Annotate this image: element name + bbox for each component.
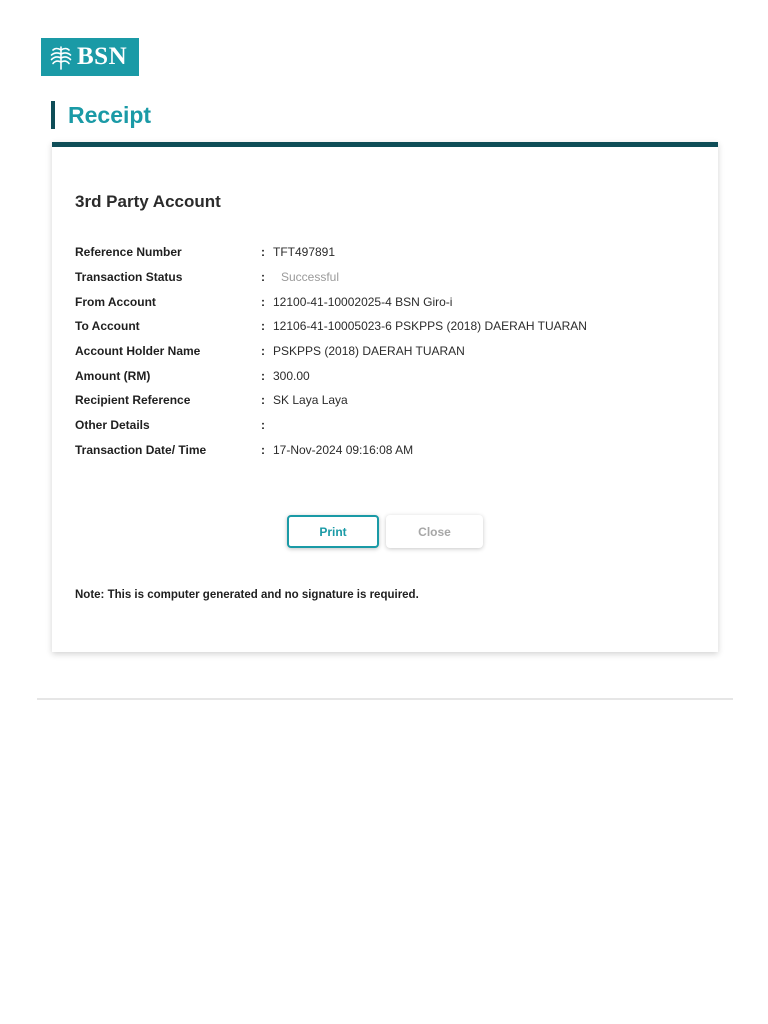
detail-label: Transaction Date/ Time — [75, 442, 207, 457]
page-title-bar — [51, 101, 151, 129]
detail-row-recipient-reference — [75, 388, 587, 413]
print-button[interactable]: Print — [287, 515, 379, 548]
detail-label: Recipient Reference — [75, 393, 191, 408]
detail-value: PSKPPS (2018) DAERAH TUARAN — [273, 344, 465, 359]
detail-separator: : — [261, 418, 265, 433]
detail-value: 17-Nov-2024 09:16:08 AM — [273, 442, 414, 457]
detail-label: Account Holder Name — [75, 344, 201, 359]
detail-row-reference-number — [75, 240, 587, 265]
detail-row-amount — [75, 363, 587, 388]
detail-value: 300.00 — [273, 368, 310, 383]
tree-icon — [50, 44, 72, 70]
bsn-logo — [41, 38, 139, 76]
detail-label: From Account — [75, 294, 156, 309]
detail-row-other-details — [75, 413, 587, 438]
receipt-title: 3rd Party Account — [75, 192, 221, 211]
detail-label: Amount (RM) — [75, 368, 151, 383]
detail-separator: : — [261, 319, 265, 334]
receipt-details — [75, 240, 587, 462]
detail-value: 12100-41-10002025-4 BSN Giro-i — [273, 294, 453, 309]
receipt-card — [52, 142, 718, 652]
detail-row-to-account — [75, 314, 587, 339]
detail-label: To Account — [75, 319, 140, 334]
detail-separator: : — [261, 344, 265, 359]
detail-separator: : — [261, 294, 265, 309]
detail-row-transaction-status — [75, 265, 587, 290]
detail-separator: : — [261, 245, 265, 260]
detail-value: SK Laya Laya — [273, 393, 348, 408]
detail-separator: : — [261, 393, 265, 408]
close-button[interactable]: Close — [386, 515, 483, 548]
detail-value: TFT497891 — [273, 245, 336, 260]
detail-row-account-holder-name — [75, 339, 587, 364]
detail-row-transaction-datetime — [75, 438, 587, 463]
detail-row-from-account — [75, 289, 587, 314]
detail-label: Other Details — [75, 418, 150, 433]
page-title: Receipt — [68, 101, 152, 128]
status-value: Successful — [281, 270, 340, 285]
detail-label: Reference Number — [75, 245, 182, 260]
receipt-note: Note: This is computer generated and no signature is required. — [75, 589, 419, 601]
detail-value: 12106-41-10005023-6 PSKPPS (2018) DAERAH TUARAN — [273, 319, 587, 334]
logo-text: BSN — [77, 43, 128, 70]
detail-label: Transaction Status — [75, 270, 183, 285]
detail-separator: : — [261, 368, 265, 383]
detail-separator: : — [261, 442, 265, 457]
detail-separator: : — [261, 270, 265, 285]
